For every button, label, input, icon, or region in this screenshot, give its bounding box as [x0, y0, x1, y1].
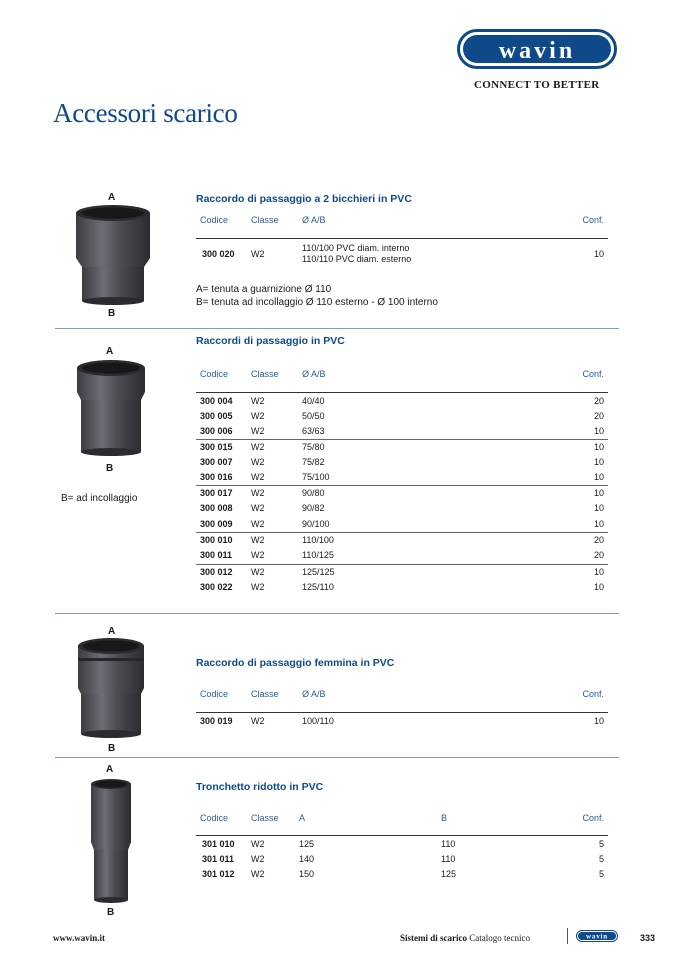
cell-a: 125 — [299, 839, 315, 849]
cell-dim: 75/80 — [302, 442, 325, 452]
cell-conf: 10 — [593, 249, 604, 259]
header-conf: Conf. — [582, 369, 604, 379]
cell-class: W2 — [251, 457, 265, 467]
product-image-2-sockets — [70, 205, 156, 305]
cell-conf: 10 — [593, 567, 604, 577]
section-title: Raccordi di passaggio in PVC — [196, 335, 345, 347]
cell-dim: 100/110 — [302, 716, 334, 726]
label-a: A — [106, 764, 114, 775]
cell-conf: 10 — [593, 582, 604, 592]
cell-class: W2 — [251, 854, 265, 864]
page-number: 333 — [640, 933, 656, 943]
group-rule — [196, 564, 608, 565]
cell-code: 300 004 — [200, 396, 233, 406]
table-row — [196, 243, 608, 267]
cell-class: W2 — [251, 396, 265, 406]
header-class: Classe — [251, 215, 279, 225]
product-image-reducer — [88, 778, 134, 906]
cell-code: 300 008 — [200, 503, 233, 513]
table-row — [196, 839, 608, 853]
cell-class: W2 — [251, 472, 265, 482]
wavin-logo — [457, 29, 617, 69]
cell-class: W2 — [251, 582, 265, 592]
table-row — [196, 411, 608, 425]
group-rule — [196, 532, 608, 533]
table-header — [196, 215, 608, 229]
note: A= tenuta a guarnizione Ø 110 — [196, 284, 332, 295]
cell-dim: 50/50 — [302, 411, 325, 421]
cell-class: W2 — [251, 249, 265, 259]
cell-a: 140 — [299, 854, 315, 864]
header-class: Classe — [251, 813, 279, 823]
note: B= tenuta ad incollaggio Ø 110 esterno - Ø 100 interno — [196, 297, 438, 308]
cell-dim: 75/100 — [302, 472, 330, 482]
table-row — [196, 488, 608, 502]
header-dim: Ø A/B — [302, 689, 326, 699]
cell-dim: 90/80 — [302, 488, 325, 498]
header-rule — [196, 712, 608, 713]
header-conf: Conf. — [582, 689, 604, 699]
table-row — [196, 426, 608, 440]
page-title: Accessori scarico — [53, 98, 238, 128]
cell-class: W2 — [251, 442, 265, 452]
cell-code: 300 012 — [200, 567, 233, 577]
cell-a: 150 — [299, 869, 315, 879]
cell-dim: 125/110 — [302, 582, 334, 592]
table-row — [196, 535, 608, 549]
cell-code: 300 022 — [200, 582, 233, 592]
cell-class: W2 — [251, 716, 265, 726]
cell-conf: 5 — [598, 854, 604, 864]
logo-text: wavin — [498, 38, 576, 64]
footer-url[interactable]: www.wavin.it — [53, 933, 106, 943]
table-row — [196, 519, 608, 533]
footer-logo-text: wavin — [586, 932, 608, 941]
cell-code: 300 020 — [202, 249, 235, 259]
table-row — [196, 472, 608, 486]
cell-code: 300 009 — [200, 519, 233, 529]
product-image-transition — [75, 360, 147, 458]
cell-b: 125 — [441, 869, 457, 879]
table-row — [196, 396, 608, 410]
cell-code: 300 007 — [200, 457, 233, 467]
cell-conf: 10 — [593, 472, 604, 482]
cell-class: W2 — [251, 535, 265, 545]
cell-code: 300 006 — [200, 426, 233, 436]
footer-catalog-bold: Sistemi di scarico — [400, 933, 467, 943]
cell-conf: 10 — [593, 519, 604, 529]
table-row — [196, 442, 608, 456]
label-a: A — [108, 626, 116, 637]
header-class: Classe — [251, 689, 279, 699]
header-code: Codice — [200, 813, 229, 823]
header-code: Codice — [200, 369, 229, 379]
table-row — [196, 550, 608, 564]
cell-dim: 110/100 PVC diam. interno — [302, 243, 410, 253]
table-header — [196, 689, 608, 703]
table-row — [196, 457, 608, 471]
side-note: B= ad incollaggio — [61, 493, 138, 504]
header-class: Classe — [251, 369, 279, 379]
header-dim: Ø A/B — [302, 369, 326, 379]
cell-conf: 10 — [593, 442, 604, 452]
label-a: A — [108, 192, 116, 203]
cell-b: 110 — [441, 854, 456, 864]
label-a: A — [106, 346, 114, 357]
cell-conf: 10 — [593, 503, 604, 513]
cell-code: 300 015 — [200, 442, 233, 452]
cell-conf: 10 — [593, 457, 604, 467]
cell-dim: 63/63 — [302, 426, 325, 436]
cell-conf: 5 — [598, 839, 604, 849]
label-b: B — [106, 463, 114, 474]
label-b: B — [108, 743, 116, 754]
section-separator — [55, 328, 619, 329]
header-code: Codice — [200, 689, 229, 699]
cell-code: 300 017 — [200, 488, 233, 498]
cell-dim: 75/82 — [302, 457, 325, 467]
cell-class: W2 — [251, 426, 265, 436]
cell-class: W2 — [251, 503, 265, 513]
cell-code: 300 016 — [200, 472, 233, 482]
group-rule — [196, 439, 608, 440]
table-row — [196, 582, 608, 596]
cell-class: W2 — [251, 488, 265, 498]
footer-wavin-logo — [576, 930, 618, 942]
cell-dim: 125/125 — [302, 567, 335, 577]
cell-code: 300 010 — [200, 535, 233, 545]
header-code: Codice — [200, 215, 229, 225]
cell-conf: 10 — [593, 426, 604, 436]
cell-class: W2 — [251, 519, 265, 529]
section-title: Raccordo di passaggio femmina in PVC — [196, 657, 395, 669]
cell-class: W2 — [251, 411, 265, 421]
cell-conf: 10 — [593, 488, 604, 498]
cell-dim: 90/82 — [302, 503, 325, 513]
cell-dim: 110/110 PVC diam. esterno — [302, 254, 412, 264]
table-row — [196, 716, 608, 730]
cell-conf: 20 — [593, 535, 604, 545]
cell-code: 301 011 — [202, 854, 235, 864]
tagline: CONNECT TO BETTER — [474, 79, 600, 91]
label-b: B — [107, 907, 115, 918]
cell-conf: 20 — [593, 396, 604, 406]
footer-catalog-rest: Catalogo tecnico — [469, 933, 530, 943]
cell-class: W2 — [251, 869, 265, 879]
table-header — [196, 369, 608, 383]
cell-dim: 90/100 — [302, 519, 330, 529]
footer-catalog — [400, 933, 530, 943]
section-title: Tronchetto ridotto in PVC — [196, 781, 324, 793]
header-rule — [196, 392, 608, 393]
cell-code: 300 019 — [200, 716, 233, 726]
cell-code: 300 011 — [200, 550, 233, 560]
header-rule — [196, 238, 608, 239]
header-b: B — [441, 813, 448, 823]
table-row — [196, 503, 608, 517]
cell-conf: 10 — [593, 716, 604, 726]
table-row — [196, 854, 608, 868]
cell-code: 300 005 — [200, 411, 233, 421]
cell-conf: 20 — [593, 550, 604, 560]
cell-code: 301 010 — [202, 839, 235, 849]
cell-class: W2 — [251, 839, 265, 849]
product-image-female-transition — [76, 638, 146, 740]
footer-divider — [567, 928, 568, 944]
cell-class: W2 — [251, 550, 265, 560]
table-row — [196, 869, 608, 883]
label-b: B — [108, 308, 116, 319]
section-title: Raccordo di passaggio a 2 bicchieri in PVC — [196, 193, 412, 205]
cell-conf: 5 — [598, 869, 604, 879]
header-dim: Ø A/B — [302, 215, 326, 225]
cell-dim: 40/40 — [302, 396, 325, 406]
cell-class: W2 — [251, 567, 265, 577]
cell-dim: 110/100 — [302, 535, 334, 545]
header-conf: Conf. — [582, 215, 604, 225]
table-row — [196, 567, 608, 581]
cell-conf: 20 — [593, 411, 604, 421]
section-separator — [55, 757, 619, 758]
cell-code: 301 012 — [202, 869, 235, 879]
group-rule — [196, 485, 608, 486]
header-a: A — [299, 813, 306, 823]
section-separator — [55, 613, 619, 614]
table-header — [196, 813, 608, 827]
cell-dim: 110/125 — [302, 550, 334, 560]
header-conf: Conf. — [582, 813, 604, 823]
header-rule — [196, 835, 608, 836]
cell-b: 110 — [441, 839, 456, 849]
